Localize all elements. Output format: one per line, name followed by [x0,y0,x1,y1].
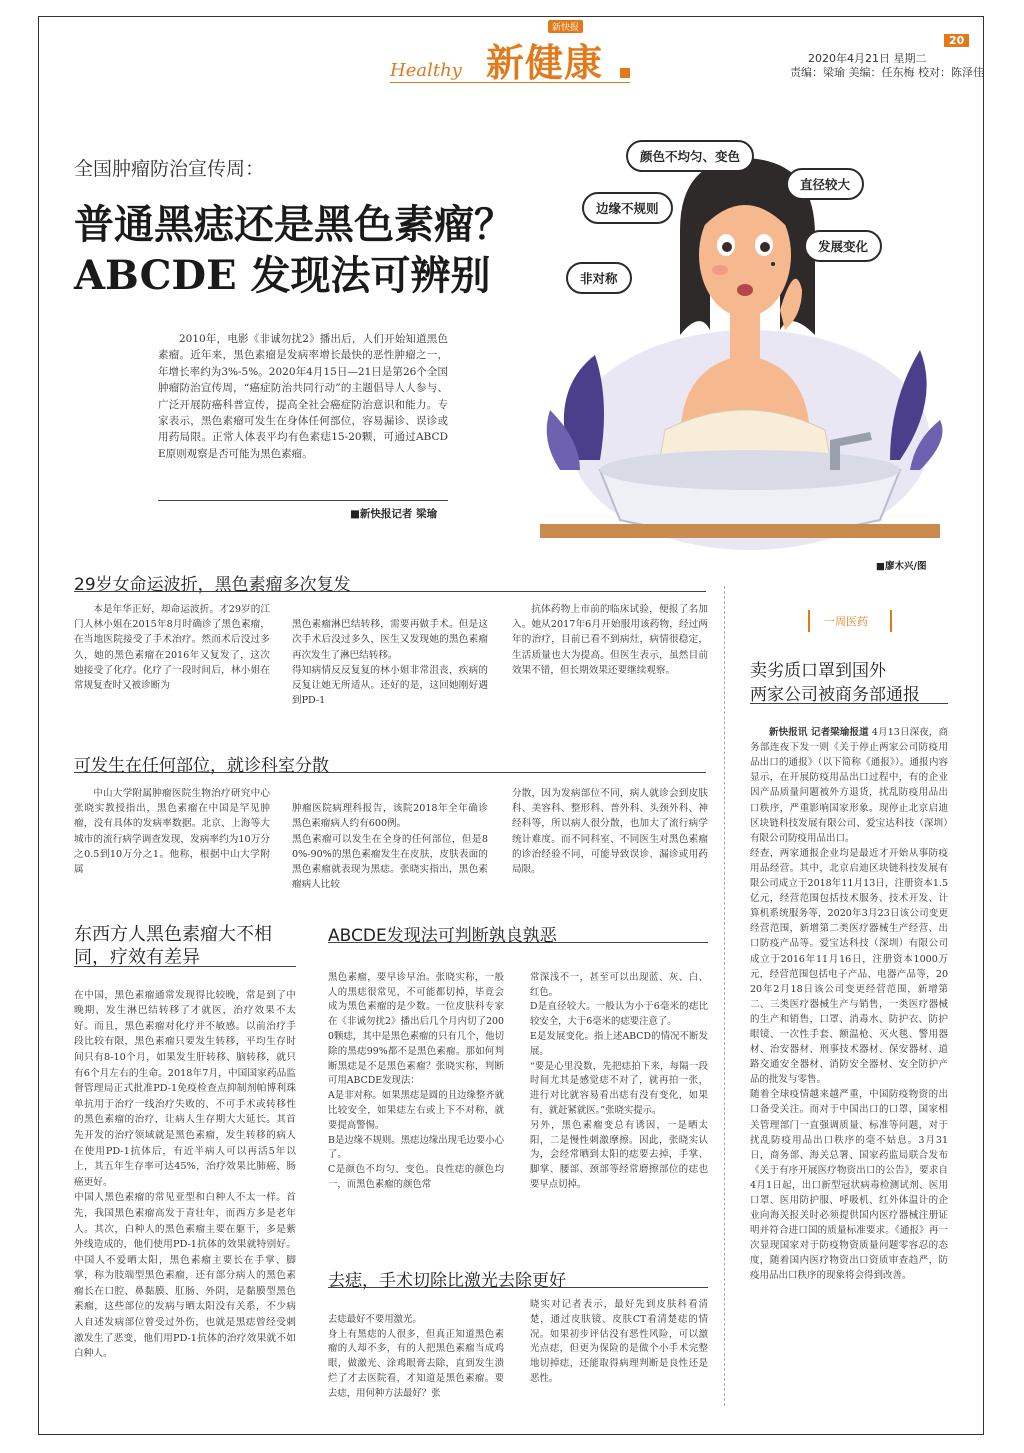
issue-date: 2020年4月21日 星期二 [808,52,927,65]
s2-col2-text: 肿瘤医院病理科报告，该院2018年全年确诊黑色素瘤病人约有600例。 黑色素瘤可以发生在全身的任何部位，但是80%-90%的黑色素瘤发生在皮肤，皮肤表面的黑色素瘤就表现为黑痣。张晓实指出，黑色素瘤病人比较 [292,803,488,891]
s1-col1 [74,602,270,693]
s2-col3-text: 分散，因为发病部位不同，病人就诊会到皮肤科、美容科、整形科、普外科、头颈外科、神经科等，所以病人很分散，也加大了流行病学统计难度。而不同科室、不同医生对黑色素瘤的诊治经验不同，可能导致误诊、漏诊或用药局限。 [512,788,708,876]
s4-col1-text: 黑色素瘤，要早诊早治。张晓实称，一般人的黑痣很常见，不可能都切掉，毕竟会成为黑色素瘤的是少数。一位皮肤科专家在《非诚勿扰2》播出后几个月内切了2000颗痣，其中是黑色素瘤的只有几个，他切除的黑痣99%都不是黑色素瘤。那如何判断黑痣是不是黑色素瘤？张晓实称，判断可用ABCDE发现法： A是非对称。如果黑痣是圆的且边缘整齐就比较安全，如果痣左右或上下不对称，就要提高警惕。 B是边缘不规则。黑痣边缘出现毛边要小心了。 C是颜色不均匀、变色。良性痣的颜色均一，而黑色素瘤的颜色常 [328,971,504,1190]
s2-col1-text: 中山大学附属肿瘤医院生物治疗研究中心张晓实教授指出，黑色素瘤在中国是罕见肿瘤，没有具体的发病率数据。北京、上海等大城市的流行病学调查发现，发病率约为10万分之0.5到10万分之1。他称，根据中山大学附属 [74,788,270,876]
sidebar-body-content: 4月13日深夜，商务部连夜下发一则《关于停止两家公司防疫用品出口的通报》（以下简称《通报》）。通报内容显示，在开展防疫用品出口过程中，有的企业因产品质量问题被外方退货，扰乱防疫用品出口秩序，严重影响国家形象。现停止北京启迪区块链科技发展有限公司、爱宝达科技（深圳）有限公司防疫用品出口。 经查，两家通报企业均是最近才开始从事防疫用品经营。其中，北京启迪区块链科技发展有限公司成立于2018年11月13日，注册资本1.5亿元，经营范围包括技术服务、技术开发、计算机系统服务等，2020年3月23日该公司变更经营范围，新增第二类医疗器械生产经营、出口防疫产品等。爱宝达科技（深圳）有限公司成立于2016年11月16日，注册资本1000万元，经营范围包括电子产品、电器产品等，2020年2月18日该公司变更经营范围，新增第二、三类医疗器械生产与销售，一类医疗器械的生产和销售，口罩、消毒水、防护衣、防护眼镜、一次性手套、额温枪、灭火毯、警用器材、治安器材、刑事技术器材、保安器材、道路交通安全器材、消防安全器材、安全防护产品的批发与零售。 随着全球疫情越来越严重，中国防疫物资的出口备受关注。而对于中国出口的口罩，国家相关管理部门一直强调质量、标准等问题，对于扰乱防疫用品出口秩序的毫不姑息。3月31日，商务部、海关总署、国家药监局联合发布《关于有序开展医疗物资出口的公告》，要求自4月1日起，出口新型冠状病毒检测试剂、医用口罩、医用防护服、呼吸机、红外体温计的企业向海关报关时必须提供国内医疗器械注册证明并符合进口国的质量标准要求。《通报》再一次显现国家对于防疫物资质量问题零容忍的态度，随着国内医疗物资出口资质审查趋严，防疫用品出口秩序的现象将会得到改善。 [750,727,948,1282]
sidebar-title-line2: 两家公司被商务部通报 [750,685,920,705]
logo-square [620,68,630,78]
s4-col1 [328,956,504,1208]
page-number: 20 [944,34,969,47]
sidebar-divider [724,586,725,1406]
tag-color: 颜色不均匀、变色 [626,140,754,172]
sidebar-rule [750,703,948,704]
sidebar-body-lead: 新快报讯 记者梁瑜报道 [769,727,869,739]
s1-col2-text: 黑色素瘤淋巴结转移，需要再做手术。但是这次手术后没过多久，医生又发现她的黑色素瘤再次发生了淋巴结转移。 得知病情反反复复的林小姐非常沮丧，疾病的反复让她无所适从。还好的是，这回她刚好遇到PD-1 [292,619,488,707]
s3-title-line1: 东西方人黑色素瘤大不相 [74,924,272,945]
sidebar-title-line1: 卖劣质口罩到国外 [750,661,886,681]
s3-rule [74,966,296,967]
s1-title: 29岁女命运波折，黑色素瘤多次复发 [74,575,351,595]
tag-evolving: 发展变化 [804,230,882,262]
s2-col2 [292,786,488,908]
logo-latin: Healthy [390,60,462,81]
illustration-credit: ■廖木兴/图 [876,561,927,572]
s5-col1 [328,1298,504,1416]
s2-col3 [512,786,708,877]
tag-diameter: 直径较大 [786,168,864,200]
illustration [540,140,950,560]
s4-rule [328,942,708,943]
s4-col2 [530,956,708,1208]
sidebar-body [750,710,948,1299]
s2-title: 可发生在任何部位，就诊科室分散 [74,756,329,776]
headline-line1: 普通黑痣还是黑色素瘤？ [74,201,514,248]
s4-title: ABCDE发现法可判断孰良孰恶 [328,926,557,946]
tag-asymmetry: 非对称 [566,262,632,294]
s2-col1 [74,786,270,877]
logo-underline [390,82,630,83]
s3-title-line2: 同，疗效有差异 [74,947,200,968]
editors-line: 责编：梁瑜 美编：任东梅 校对：陈泽佳 [790,66,984,79]
s3-body [74,972,296,1377]
lead-byline: ■新快报记者 梁瑜 [350,508,438,520]
logo-cn: 新健康 [486,40,604,85]
s4-col2-text: 常深浅不一，甚至可以出现蓝、灰、白、红色。 D是直径较大。一般认为小于6毫米的痣比较安全，大于6毫米的痣要注意了。 E是发展变化。指上述ABCD的情况不断发展。 “要是心里没数，先把痣拍下来，每隔一段时间尤其是感觉痣不对了，就再拍一张，进行对比就容易看出痣有没有变化，如果有，就赶紧就医。”张晓实提示。 另外，黑色素瘤变总有诱因，一是晒太阳，二是慢性刺激摩擦。因此，张晓实认为，会经常晒到太阳的痣要去掉，手掌、脚掌、腰部、颈部等经常磨擦部位的痣也要早点切掉。 [530,971,708,1190]
masthead [390,18,640,88]
kicker: 全国肿瘤防治宣传周： [74,158,265,180]
s1-col1-text: 本是年华正好，却命运波折。才29岁的江门人林小姐在2015年8月时确诊了黑色素瘤，在当地医院接受了手术治疗。然而术后没过多久，她的黑色素瘤在2016年又复发了，这次她接受了化疗。化疗了一段时间后，林小姐在常规复查时又被诊断为 [74,604,270,692]
s1-col3 [512,602,708,678]
s5-col2-text: 晓实对记者表示，最好先到皮肤科看清楚，通过皮肤镜、皮肤CT看清楚痣的情况。如果初步评估没有恶性风险，可以激光点痣，但更为保险的是做个小手术完整地切掉痣，还能取得病理判断是良性还是恶性。 [530,1299,708,1384]
s1-col2 [292,602,488,724]
s1-rule [74,591,706,592]
tag-border: 边缘不规则 [582,192,673,224]
s5-col1-text: 去痣最好不要用激光。 身上有黑痣的人很多，但真正知道黑色素瘤的人却不多，有的人把黑色素瘤当成鸡眼，做激光、涂鸡眼膏去除，直到发生溃烂了才去医院看，才知道是黑色素瘤。要去痣，用何种方法最好？张 [328,1313,504,1399]
sidebar-body-text [750,725,948,1283]
s2-rule [74,772,706,773]
s5-title: 去痣，手术切除比激光去除更好 [328,1271,566,1291]
s3-body-text: 在中国，黑色素瘤通常发现得比较晚，常是到了中晚期、发生淋巴结转移了才就医，治疗效果不太好。而且，黑色素瘤对化疗并不敏感。以前治疗手段比较有限，黑色素瘤只要发生转移，平均生存时间只有8-10个月，如果发生肝转移、脑转移，就只有6个月左右的生命。2018年7月，中国国家药品监督管理局正式批准PD-1免疫检查点抑制剂帕博利珠单抗用于治疗一线治疗失败的、不可手术或转移性的黑色素瘤的治疗，让病人生存期大大延长。其首先开发的治疗领域就是黑色素瘤，发生转移的病人在使用PD-1抗体后，有近半病人可以再活5年以上，其五年生存率可达45%，治疗效果比肺癌、肠癌更好。 中国人黑色素瘤的常见亚型和白种人不太一样。首先，我国黑色素瘤高发于青壮年，而西方多是老年人。其次，白种人的黑色素瘤主要在躯干，多是紫外线造成的，他们使用PD-1抗体的效果就特别好。中国人不爱晒太阳，黑色素瘤主要长在手掌、脚掌，称为肢端型黑色素瘤，还有部分病人的黑色素瘤长在口腔、鼻黏膜、肛肠、外阴，是黏膜型黑色素瘤，这些部位的发病与晒太阳没有关系，不少病人自述发病部位曾受过外伤，也就是黑痣曾经受刺激发生了恶变，他们用PD-1抗体的治疗效果就不如白种人。 [74,989,296,1360]
lead-byline-rule [158,500,448,501]
s1-col3-text: 抗体药物上市前的临床试验，便报了名加入。她从2017年6月开始服用该药物，经过两年的治疗，目前已看不到病灶，病情很稳定，生活质量也大为提高。但医生表示，虽然目前效果不错，但长期效果还要继续观察。 [512,604,708,676]
lead-intro [158,331,448,462]
lead-intro-text: 2010年，电影《非诚勿扰2》播出后，人们开始知道黑色素瘤。近年来，黑色素瘤是发病率增长最快的恶性肿瘤之一，年增长率约为3%-5%。2020年4月15日—21日是第26个全国肿瘤防治宣传周，“癌症防治共同行动”的主题倡导人人参与、广泛开展防癌科普宣传，提高全社会癌症防治意识和能力。专家表示，黑色素瘤可发生在身体任何部位，容易漏诊、误诊或用药局限。正常人体表平均有色素痣15-20颗，可通过ABCDE原则观察是否可能为黑色素瘤。 [158,333,448,460]
logo-small: 新快报 [548,20,583,33]
headline-line2: ABCDE 发现法可辨别 [74,252,491,299]
s5-col2 [530,1298,708,1387]
sidebar-label: 一周医药 [824,615,868,628]
s5-rule [328,1287,708,1288]
